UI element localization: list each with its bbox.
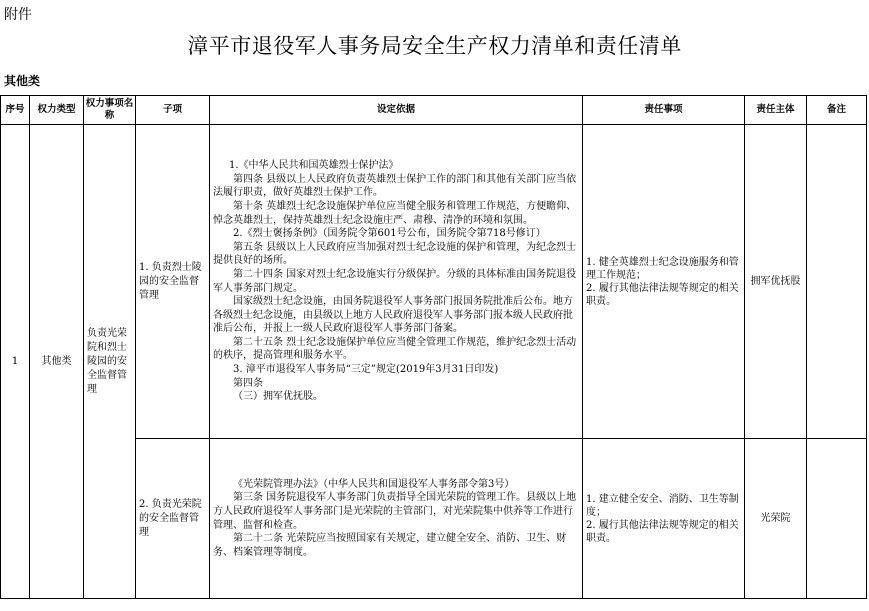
column-header-subitem: 子项: [136, 96, 210, 125]
responsibility-item: 1. 建立健全安全、消防、卫生等制度；: [586, 493, 739, 518]
category-label: 其他类: [4, 74, 41, 88]
basis-paragraph: 国家级烈士纪念设施，由国务院退役军人事务部门报国务院批准后公布。地方各级烈士纪念设施，由县级以上地方人民政府退役军人事务部门报本级人民政府批准后公布，并报上一级人民政府退役军人事务部门备案。: [213, 296, 573, 335]
power-responsibility-table: [0, 95, 867, 599]
column-header-responsibility: 责任事项: [583, 96, 745, 125]
basis-paragraph: 第二十二条 光荣院应当按照国家有关规定，建立健全安全、消防、卫生、财务、档案管理等制度。: [213, 533, 567, 558]
row-power-type-cell: 其他类: [30, 125, 84, 599]
document-title: 漳平市退役军人事务局安全生产权力清单和责任清单: [187, 34, 682, 58]
basis-paragraph: 第三条 国务院退役军人事务部门负责指导全国光荣院的管理工作。县级以上地方人民政府退役军人事务部门是光荣院的主管部门，对光荣院集中供养等工作进行管理、监督和检查。: [213, 492, 577, 531]
row-seq-cell: 1: [1, 125, 30, 599]
column-header-power-type: 权力类型: [30, 96, 84, 125]
basis-paragraph: 第五条 县级以上人民政府应当加强对烈士纪念设施的保护和管理，为纪念烈士提供良好的场所。: [213, 241, 577, 267]
basis-paragraph: 2.《烈士褒扬条例》（国务院令第601号公布，国务院令第718号修订）: [233, 228, 546, 240]
responsibility-item: 1. 健全英雄烈士纪念设施服务和管理工作规范；: [586, 256, 739, 281]
table-header-row: [1, 96, 867, 125]
attachment-label: 附件: [4, 7, 32, 23]
responsibility-item: 2. 履行其他法律法规等规定的相关职责。: [586, 282, 739, 307]
subitem-name-cell: 2. 负责光荣院的安全监督管理: [136, 439, 210, 599]
responsibility-item: 2. 履行其他法律法规等规定的相关职责。: [586, 519, 739, 544]
subject-cell: 光荣院: [745, 439, 807, 599]
column-header-item-name: 权力事项名称: [84, 96, 136, 125]
subitem-name-cell: 1. 负责烈士陵园的安全监督管理: [136, 125, 210, 439]
responsibility-cell: [583, 125, 745, 439]
column-header-seq: 序号: [1, 96, 30, 125]
column-header-basis: 设定依据: [210, 96, 583, 125]
basis-paragraph: 3. 漳平市退役军人事务局“三定”规定(2019年3月31日印发): [233, 364, 499, 376]
table-row: [1, 125, 867, 439]
basis-paragraph: 第二十五条 烈士纪念设施保护单位应当健全管理工作规范，维护纪念烈士活动的秩序，提高管理和服务水平。: [213, 336, 577, 362]
basis-paragraph: （三）拥军优抚股。: [233, 391, 323, 403]
remark-cell: [807, 125, 867, 439]
basis-paragraph: 第四条 县级以上人民政府负责英雄烈士保护工作的部门和其他有关部门应当依法履行职责，做好英雄烈士保护工作。: [213, 173, 577, 199]
column-header-remark: 备注: [807, 96, 867, 125]
basis-paragraph: 第四条: [233, 377, 263, 389]
basis-cell: [210, 125, 583, 439]
responsibility-cell: [583, 439, 745, 599]
subject-cell: 拥军优抚股: [745, 125, 807, 439]
column-header-subject: 责任主体: [745, 96, 807, 125]
row-item-name-cell: 负责光荣院和烈士陵园的安全监督管理: [84, 125, 136, 599]
basis-paragraph: 《光荣院管理办法》（中华人民共和国退役军人事务部令第3号）: [233, 478, 515, 490]
basis-paragraph: 第二十四条 国家对烈士纪念设施实行分级保护。分级的具体标准由国务院退役军人事务部门规定。: [213, 268, 577, 294]
remark-cell: [807, 439, 867, 599]
basis-cell: [210, 439, 583, 599]
basis-paragraph: 第十条 英雄烈士纪念设施保护单位应当健全服务和管理工作规范，方便瞻仰、悼念英雄烈士，保持英雄烈士纪念设施庄严、肃穆、清净的环境和氛围。: [213, 200, 577, 226]
basis-paragraph: 1.《中华人民共和国英雄烈士保护法》: [229, 160, 399, 172]
